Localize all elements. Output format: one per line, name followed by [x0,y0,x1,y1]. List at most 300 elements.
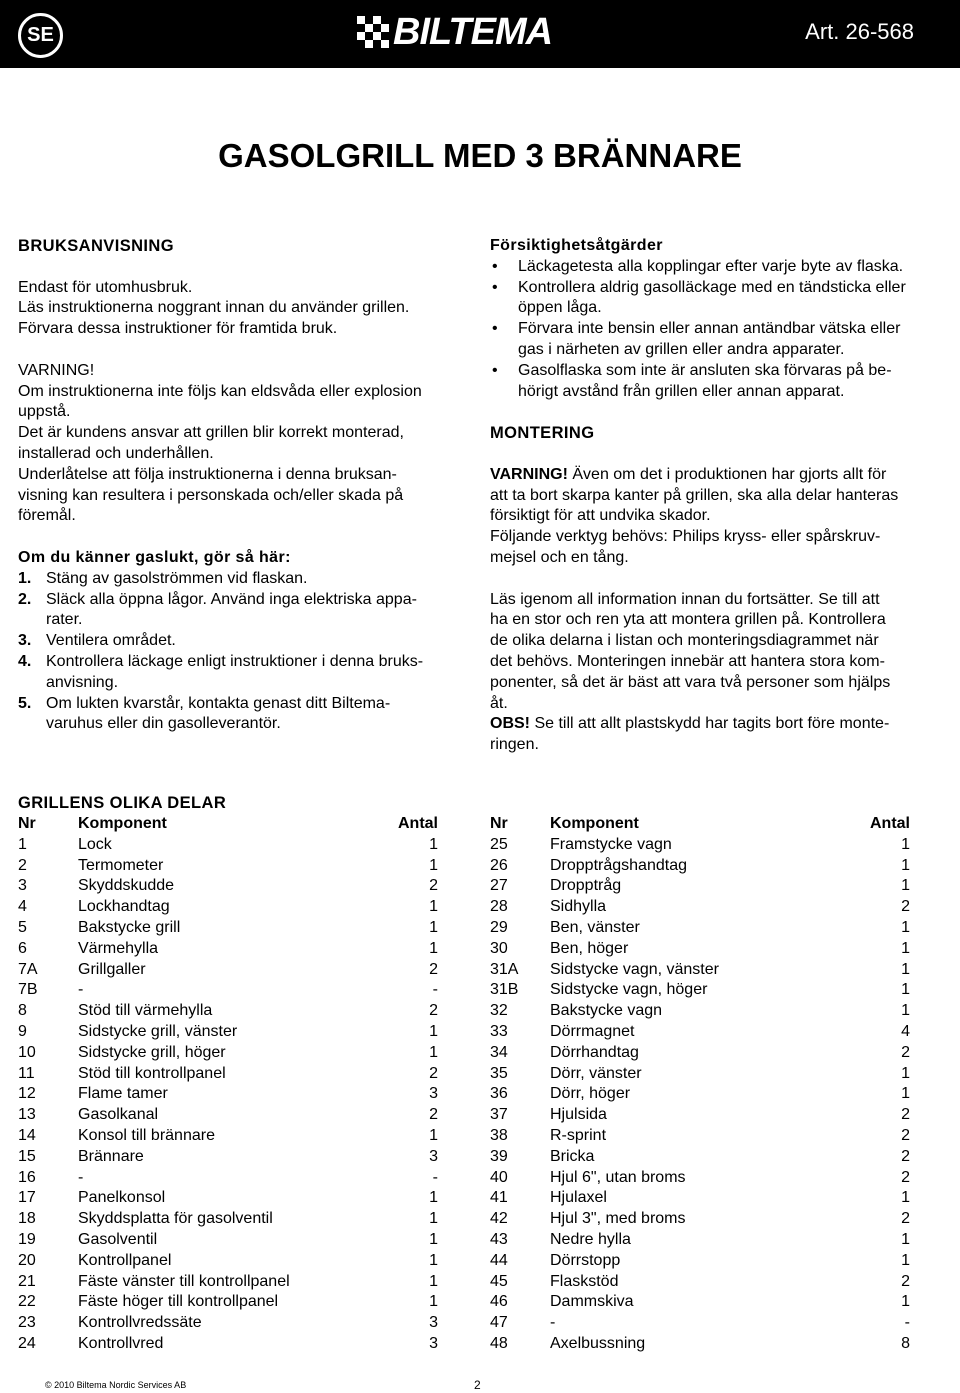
checker-square [373,16,381,24]
part-name: Nedre hylla [550,1230,631,1248]
part-number: 11 [18,1064,35,1082]
part-number: 30 [490,939,508,957]
table-row [490,1334,910,1355]
precaution-text: gas i närheten av grillen eller andra apparater. [518,340,845,358]
table-header-cell: Antal [398,815,438,832]
part-quantity: 1 [429,918,438,936]
checker-square [357,16,365,24]
part-name: Flame tamer [78,1085,168,1103]
part-quantity: 2 [901,898,910,916]
checker-square [381,32,389,40]
part-quantity: 2 [901,1126,910,1144]
part-quantity: 1 [429,1022,438,1040]
table-row [18,918,438,939]
warning-label: VARNING! [18,361,95,379]
precautions-heading: Försiktighetsåtgärder [490,237,663,254]
step-text: Stäng av gasolströmmen vid flaskan. [46,569,308,587]
table-row [490,1313,910,1334]
part-quantity: 1 [901,1064,910,1082]
part-name: Hjulaxel [550,1189,607,1207]
part-name: Dropptrågshandtag [550,856,687,874]
mount-line: att ta bort skarpa kanter på grillen, ska alla delar hanteras [490,486,899,504]
mount-line: mejsel och en tång. [490,548,629,566]
table-row [18,856,438,877]
part-number: 47 [490,1314,508,1332]
part-name: Dörr, vänster [550,1064,642,1082]
step-text: rater. [46,611,83,629]
part-number: 32 [490,1002,508,1020]
part-quantity: 2 [901,1106,910,1124]
step-text: Kontrollera läckage enligt instruktioner i denna bruks- [46,652,424,670]
part-quantity: 3 [429,1147,438,1165]
part-name: Dörrhandtag [550,1043,639,1061]
part-number: 24 [18,1334,36,1352]
table-row [18,1043,438,1064]
table-row [490,1209,910,1230]
part-number: 19 [18,1230,36,1248]
part-quantity: - [904,1314,910,1332]
table-row [490,1272,910,1293]
precaution-text: Läckagetesta alla kopplingar efter varje byte av flaska. [518,257,904,275]
table-row [18,1022,438,1043]
part-quantity: 1 [901,835,910,853]
part-number: 18 [18,1210,36,1228]
table-row [18,1064,438,1085]
part-number: 39 [490,1147,508,1165]
table-row [18,1292,438,1313]
checker-square [373,24,381,32]
part-name: Sidstycke grill, höger [78,1043,226,1061]
precaution-text: Kontrollera aldrig gasolläckage med en tändsticka eller [518,278,906,296]
bullet-dot [490,298,518,319]
part-name: Sidstycke vagn, vänster [550,960,719,978]
step-text: Ventilera området. [46,632,176,650]
part-number: 41 [490,1189,508,1207]
part-quantity: 3 [429,1085,438,1103]
part-number: 9 [18,1022,27,1040]
part-name: Värmehylla [78,939,159,957]
table-row [490,856,910,877]
part-name: Bricka [550,1147,595,1165]
precaution-text: öppen låga. [518,299,602,317]
part-number: 12 [18,1085,36,1103]
part-name: Skyddskudde [78,877,175,895]
part-number: 27 [490,877,508,895]
part-number: 29 [490,918,508,936]
mount-line: Läs igenom all information innan du fortsätter. Se till att [490,590,880,608]
part-name: Konsol till brännare [78,1126,215,1144]
article-number: Art. 26-568 [805,19,914,44]
part-quantity: 2 [901,1043,910,1061]
table-row [490,1168,910,1189]
part-quantity: 1 [901,1002,910,1020]
checker-square [373,32,381,40]
table-row [490,1001,910,1022]
step-row [18,610,458,631]
part-quantity: 1 [429,1189,438,1207]
checker-square [357,24,365,32]
section-heading-bruksanvisning: BRUKSANVISNING [18,237,174,255]
precaution-text: Gasolflaska som inte är ansluten ska förvaras på be- [518,361,892,379]
table-row [18,1209,438,1230]
part-name: Grillgaller [78,960,146,978]
mount-line: åt. [490,694,508,712]
table-row [18,1084,438,1105]
part-name: Kontrollpanel [78,1251,172,1269]
part-name: Bakstycke grill [78,918,181,936]
table-row [490,1043,910,1064]
part-name: R-sprint [550,1126,607,1144]
checker-square [381,24,389,32]
part-name: - [78,1168,84,1186]
table-row [490,897,910,918]
part-quantity: 1 [429,1230,438,1248]
biltema-logo [357,12,552,52]
part-quantity: 1 [901,1230,910,1248]
step-row [18,694,458,715]
parts-table-left [18,814,438,1355]
part-quantity: 1 [901,918,910,936]
obs-text: Se till att allt plastskydd har tagits bort före monte- [530,715,890,733]
table-header-cell: Komponent [550,815,639,832]
bullet-dot: • [492,257,498,275]
table-row [490,1084,910,1105]
precaution-item [490,382,950,403]
table-header-cell: Nr [18,815,36,832]
step-row [18,569,458,590]
part-number: 23 [18,1314,36,1332]
part-number: 44 [490,1251,508,1269]
part-number: 45 [490,1272,508,1290]
step-number [18,714,46,735]
table-row [490,1126,910,1147]
part-quantity: 2 [429,1002,438,1020]
step-number: 1. [18,569,32,587]
part-number: 1 [18,835,27,853]
part-quantity: - [432,981,438,999]
part-name: Stöd till värmehylla [78,1002,213,1020]
part-quantity: 8 [901,1334,910,1352]
part-name: - [550,1314,556,1332]
steps-list [18,569,458,735]
table-row [490,1251,910,1272]
step-number: 4. [18,652,32,670]
part-number: 15 [18,1147,36,1165]
language-badge: SE [18,13,63,58]
part-name: Fäste vänster till kontrollpanel [78,1272,290,1290]
part-name: Fäste höger till kontrollpanel [78,1293,279,1311]
bullet-dot [490,340,518,361]
checker-square [365,32,373,40]
gas-smell-heading: Om du känner gaslukt, gör så här: [18,548,291,566]
obs-line-2: ringen. [490,736,539,754]
precaution-item [490,298,950,319]
mount-line: försiktigt för att undvika skador. [490,507,711,525]
step-number: 2. [18,590,32,608]
parts-heading-wrap [18,793,438,814]
step-text: Om lukten kvarstår, kontakta genast ditt Biltema- [46,694,391,712]
part-number: 5 [18,918,27,936]
table-row [490,1105,910,1126]
mount-warning-text: Även om det i produktionen har gjorts allt för [567,465,887,483]
logo-text: BILTEMA [393,11,553,53]
mount-line: de olika delarna i listan och monteringsdiagrammet när [490,632,879,650]
part-number: 31B [490,981,519,999]
part-name: Skyddsplatta för gasolventil [78,1210,273,1228]
table-row [18,1105,438,1126]
precaution-item [490,257,950,278]
part-name: Kontrollvred [78,1334,164,1352]
part-quantity: 1 [429,1251,438,1269]
part-name: Bakstycke vagn [550,1002,663,1020]
table-header-cell: Antal [870,815,910,832]
part-number: 22 [18,1293,36,1311]
table-header-cell: Komponent [78,815,167,832]
obs-label: OBS! [490,715,530,733]
table-row [18,1126,438,1147]
part-number: 36 [490,1085,508,1103]
part-quantity: 1 [901,1189,910,1207]
precaution-item [490,340,950,361]
step-number [18,673,46,694]
part-name: Dörrmagnet [550,1022,635,1040]
left-column [18,236,458,735]
precautions-list [490,257,950,403]
precaution-text: hörigt avstånd från grillen eller annan apparat. [518,382,845,400]
part-number: 26 [490,856,508,874]
bullet-dot: • [492,320,498,338]
table-row [490,918,910,939]
table-row [18,980,438,1001]
part-number: 20 [18,1251,36,1269]
table-row [18,1313,438,1334]
part-name: Gasolventil [78,1230,158,1248]
page-number: 2 [474,1378,481,1392]
part-quantity: 4 [901,1022,910,1040]
checker-square [365,24,373,32]
part-number: 42 [490,1210,508,1228]
parts-heading: GRILLENS OLIKA DELAR [18,794,227,812]
part-name: Flaskstöd [550,1272,619,1290]
part-number: 35 [490,1064,508,1082]
header-bar [0,0,960,68]
precaution-item [490,319,950,340]
part-name: Hjul 6", utan broms [550,1168,686,1186]
part-quantity: 2 [901,1147,910,1165]
warning-line: föremål. [18,507,76,525]
part-name: Sidstycke vagn, höger [550,981,708,999]
part-quantity: 1 [429,1272,438,1290]
part-quantity: 1 [901,1251,910,1269]
bullet-dot: • [492,361,498,379]
page-title: GASOLGRILL MED 3 BRÄNNARE [218,137,742,174]
table-row [18,1168,438,1189]
part-name: Dörr, höger [550,1085,631,1103]
part-number: 8 [18,1002,27,1020]
part-number: 2 [18,856,27,874]
part-name: Dropptråg [550,877,622,895]
part-number: 37 [490,1106,508,1124]
part-name: Dörrstopp [550,1251,621,1269]
step-row [18,631,458,652]
table-row [18,1251,438,1272]
part-name: Termometer [78,856,164,874]
step-row [18,652,458,673]
step-text: Släck alla öppna lågor. Använd inga elektriska appa- [46,590,417,608]
table-row [18,835,438,856]
section-heading-montering: MONTERING [490,424,595,443]
warning-line: installerad och underhållen. [18,444,214,462]
checker-square [381,40,389,48]
part-number: 6 [18,939,27,957]
part-quantity: 1 [429,856,438,874]
step-text: varuhus eller din gasolleverantör. [46,715,281,733]
table-row [490,1292,910,1313]
part-name: Lockhandtag [78,898,170,916]
table-row [490,835,910,856]
step-row [18,714,458,735]
part-quantity: 2 [901,1168,910,1186]
table-row [490,939,910,960]
checker-square [357,32,365,40]
mount-line: ponenter, så det är bäst att vara två personer som hjälps [490,673,891,691]
part-quantity: 2 [429,877,438,895]
mount-warning-label: VARNING! [490,465,568,483]
copyright: © 2010 Biltema Nordic Services AB [45,1380,187,1390]
table-row [18,876,438,897]
part-number: 7B [18,981,38,999]
part-number: 33 [490,1022,508,1040]
warning-line: uppstå. [18,403,71,421]
part-quantity: 3 [429,1314,438,1332]
part-name: Ben, vänster [550,918,640,936]
checkered-flag-icon [357,16,389,48]
part-quantity: 2 [429,1064,438,1082]
obs-line [490,714,950,735]
part-quantity: 1 [901,981,910,999]
step-number [18,610,46,631]
part-quantity: 1 [429,835,438,853]
intro-line: Läs instruktionerna noggrant innan du använder grillen. [18,299,410,317]
right-column [490,236,950,756]
table-row [490,1147,910,1168]
part-number: 31A [490,960,519,978]
table-row [18,1334,438,1355]
table-header-row [490,814,910,835]
table-row [18,960,438,981]
part-quantity: 2 [429,960,438,978]
part-name: Hjulsida [550,1106,607,1124]
bullet-dot: • [492,278,498,296]
mount-line: ha en stor och ren yta att montera grillen på. Kontrollera [490,611,886,629]
mount-line: Följande verktyg behövs: Philips kryss- eller spårskruv- [490,528,881,546]
mount-warning-line [490,465,950,486]
table-row [18,1147,438,1168]
part-quantity: 3 [429,1334,438,1352]
part-number: 34 [490,1043,508,1061]
mount-line: det behövs. Monteringen innebär att hantera stora kom- [490,652,885,670]
part-quantity: 1 [429,1126,438,1144]
part-quantity: 1 [901,1085,910,1103]
part-number: 25 [490,835,508,853]
table-row [18,897,438,918]
part-number: 13 [18,1106,36,1124]
part-number: 46 [490,1293,508,1311]
table-row [490,876,910,897]
part-name: Axelbussning [550,1334,646,1352]
bullet-dot [490,382,518,403]
part-name: Brännare [78,1147,144,1165]
part-name: Sidstycke grill, vänster [78,1022,238,1040]
part-number: 17 [18,1189,36,1207]
table-row [18,939,438,960]
part-number: 10 [18,1043,36,1061]
checker-square [373,40,381,48]
part-number: 48 [490,1334,508,1352]
precaution-item [490,361,950,382]
part-name: Framstycke vagn [550,835,672,853]
part-name: Hjul 3", med broms [550,1210,686,1228]
part-number: 7A [18,960,38,978]
warning-line: visning kan resultera i personskada och/eller skada på [18,486,404,504]
table-row [490,1188,910,1209]
part-number: 43 [490,1230,508,1248]
table-row [490,980,910,1001]
table-row [490,1230,910,1251]
warning-line: Det är kundens ansvar att grillen blir korrekt monterad, [18,424,404,442]
part-quantity: 1 [429,1210,438,1228]
part-quantity: 1 [901,856,910,874]
table-row [18,1230,438,1251]
part-name: Stöd till kontrollpanel [78,1064,226,1082]
checker-square [365,40,373,48]
part-number: 28 [490,898,508,916]
part-quantity: 1 [429,939,438,957]
parts-table-right [490,814,910,1355]
table-row [18,1001,438,1022]
part-name: Ben, höger [550,939,629,957]
precaution-text: Förvara inte bensin eller annan antändbar vätska eller [518,320,901,338]
part-name: - [78,981,84,999]
part-quantity: 1 [901,1293,910,1311]
part-quantity: 1 [429,1043,438,1061]
part-name: Gasolkanal [78,1106,159,1124]
part-name: Dammskiva [550,1293,634,1311]
part-name: Kontrollvredssäte [78,1314,202,1332]
step-text: anvisning. [46,673,119,691]
part-quantity: 2 [429,1106,438,1124]
part-number: 38 [490,1126,508,1144]
step-row [18,590,458,611]
intro-line: Endast för utomhusbruk. [18,278,193,296]
part-quantity: 1 [901,960,910,978]
precaution-item [490,278,950,299]
part-quantity: 2 [901,1272,910,1290]
part-quantity: 1 [429,1293,438,1311]
part-name: Lock [78,835,112,853]
table-row [18,1188,438,1209]
part-number: 40 [490,1168,508,1186]
part-number: 14 [18,1126,36,1144]
intro-line: Förvara dessa instruktioner för framtida bruk. [18,320,338,338]
warning-line: Underlåtelse att följa instruktionerna i denna bruksan- [18,465,397,483]
part-quantity: 2 [901,1210,910,1228]
part-number: 4 [18,898,27,916]
table-row [490,960,910,981]
table-row [490,1064,910,1085]
checker-square [365,16,373,24]
part-number: 3 [18,877,27,895]
